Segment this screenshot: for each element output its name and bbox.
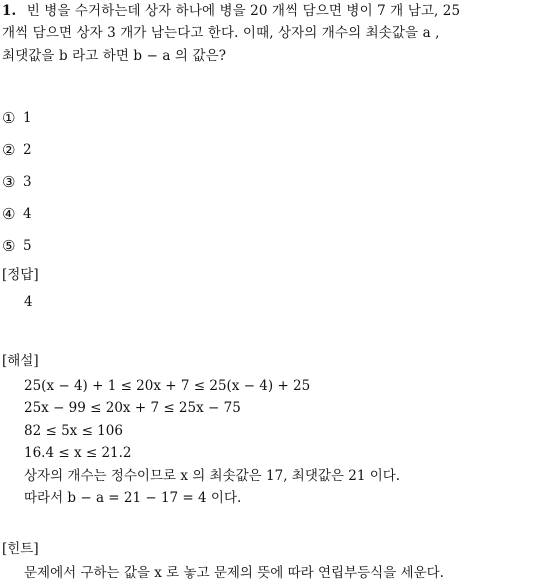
explanation-line-3: 82 ≤ 5x ≤ 106 xyxy=(24,422,123,439)
answer-label: [정답] xyxy=(2,267,39,283)
question-block xyxy=(2,0,530,67)
choice-text-4: 4 xyxy=(23,206,32,222)
choice-marker-4: ④ xyxy=(2,205,16,223)
choice-4[interactable] xyxy=(2,198,302,230)
choice-3[interactable] xyxy=(2,166,302,198)
choice-5[interactable] xyxy=(2,230,302,262)
explanation-body xyxy=(24,375,400,509)
question-number: 1. xyxy=(2,3,17,19)
explanation-line-6: 따라서 b − a = 21 − 17 = 4 이다. xyxy=(24,489,242,506)
choice-2[interactable] xyxy=(2,134,302,166)
explanation-line-2: 25x − 99 ≤ 20x + 7 ≤ 25x − 75 xyxy=(24,400,241,417)
choice-marker-5: ⑤ xyxy=(2,237,16,255)
choice-list xyxy=(2,102,302,262)
explanation-line-4: 16.4 ≤ x ≤ 21.2 xyxy=(24,445,132,462)
hint-label: [힌트] xyxy=(2,541,39,557)
choice-1[interactable] xyxy=(2,102,302,134)
choice-text-3: 3 xyxy=(23,174,32,190)
explanation-line-1: 25(x − 4) + 1 ≤ 20x + 7 ≤ 25(x − 4) + 25 xyxy=(24,378,311,394)
hint-text: 문제에서 구하는 값을 x 로 놓고 문제의 뜻에 따라 연립부등식을 세운다. xyxy=(24,565,444,581)
choice-marker-3: ③ xyxy=(2,173,16,191)
explanation-line-5: 상자의 개수는 정수이므로 x 의 최솟값은 17, 최댓값은 21 이다. xyxy=(24,467,401,484)
explanation-label: [해설] xyxy=(2,353,39,369)
question-text-line-3: 최댓값을 b 라고 하면 b − a 의 값은? xyxy=(2,47,227,64)
choice-text-5: 5 xyxy=(23,238,32,254)
question-text-line-2: 개씩 담으면 상자 3 개가 남는다고 한다. 이때, 상자의 개수의 최솟값을 a , xyxy=(2,25,440,42)
choice-text-1: 1 xyxy=(23,110,32,126)
choice-text-2: 2 xyxy=(23,142,32,158)
choice-marker-2: ② xyxy=(2,141,16,159)
question-text-line-1: 빈 병을 수거하는데 상자 하나에 병을 20 개씩 담으면 병이 7 개 남고, 25 xyxy=(26,3,461,19)
choice-marker-1: ① xyxy=(2,109,16,127)
answer-value: 4 xyxy=(24,294,33,310)
